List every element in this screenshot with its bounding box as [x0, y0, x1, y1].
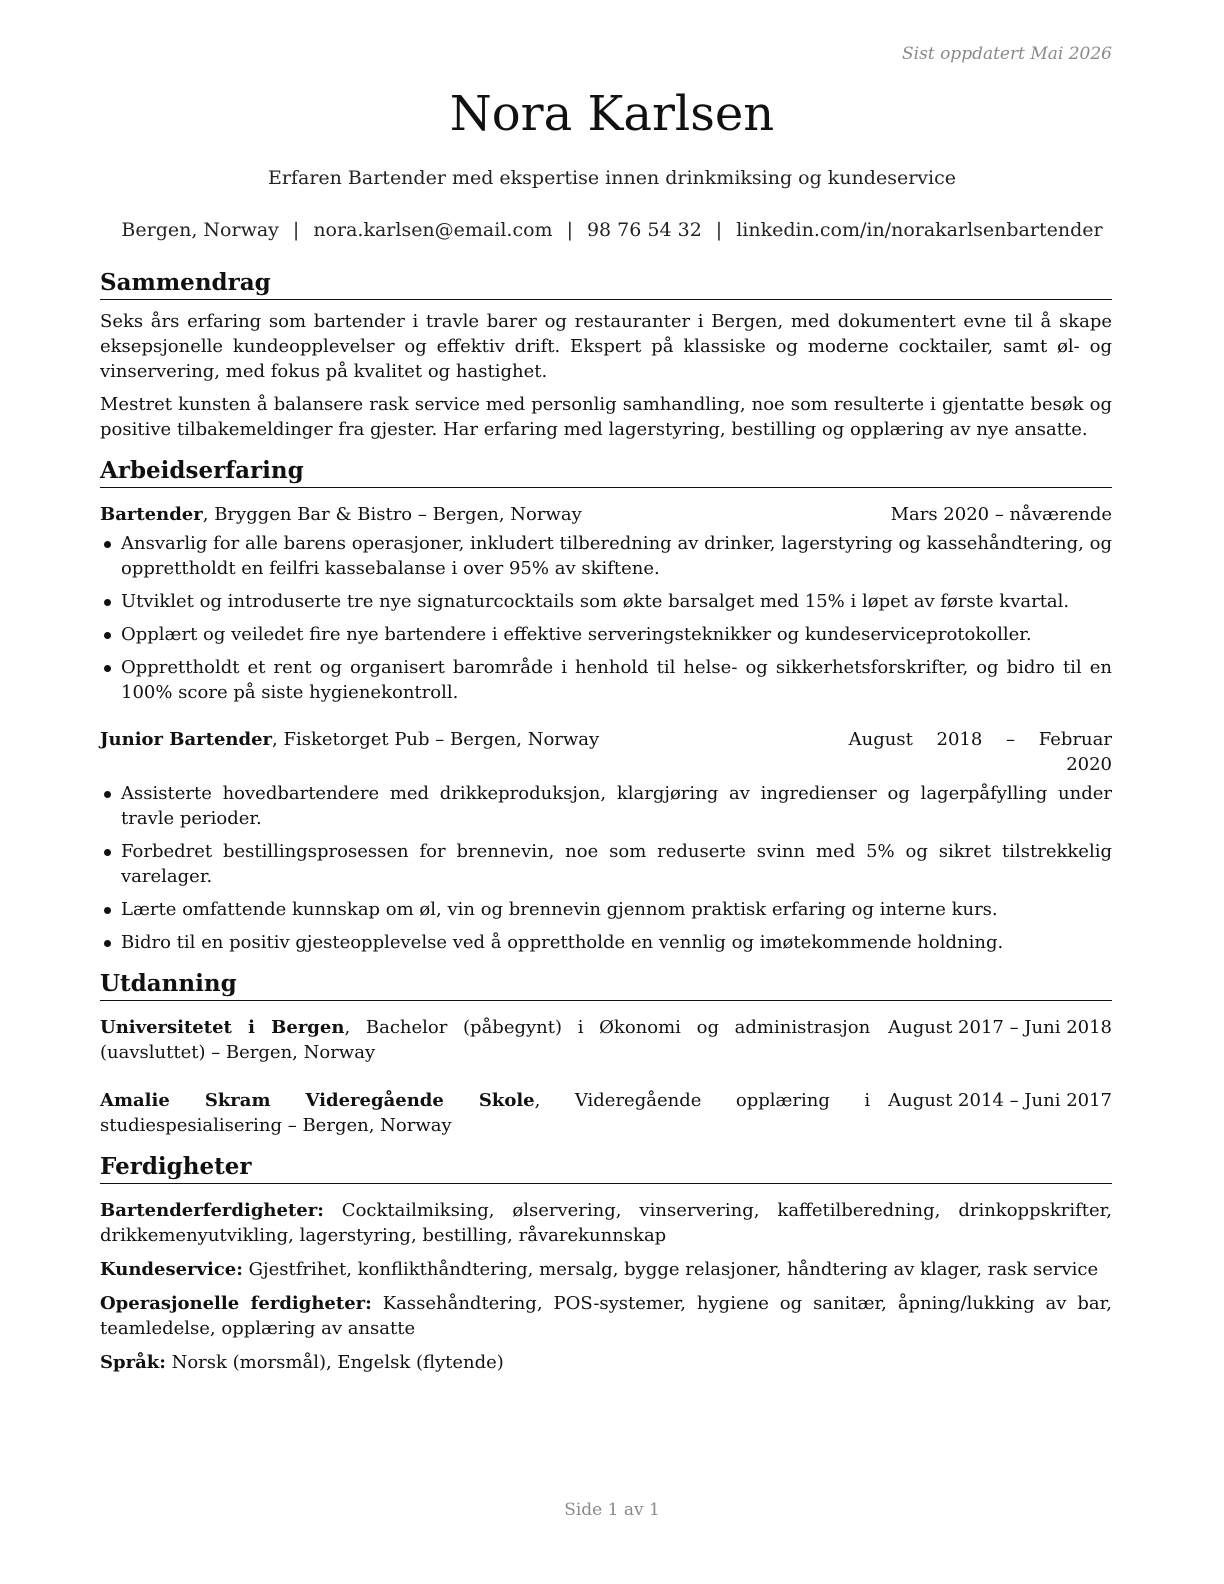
job-title-line	[100, 502, 891, 527]
contact-linkedin[interactable]: linkedin.com/in/norakarlsenbartender	[736, 219, 1103, 241]
education-dates: August 2014 – Juni 2017	[888, 1090, 1112, 1111]
contact-separator: |	[292, 219, 300, 241]
skill-label: Bartenderferdigheter:	[100, 1200, 324, 1221]
bullet-text: Assisterte hovedbartendere med drikkeproduksjon, klargjøring av ingredienser og lagerpåfylling under travle perioder.	[121, 783, 1112, 829]
education-school: Universitetet i Bergen	[100, 1017, 345, 1038]
education-title: Utdanning	[100, 969, 1112, 1001]
candidate-name: Nora Karlsen	[449, 86, 775, 142]
last-updated: Sist oppdatert Mai 2026	[902, 44, 1112, 64]
education-text	[100, 1015, 870, 1065]
bullet-dot	[104, 791, 111, 798]
summary-paragraph: Mestret kunsten å balansere rask service med personlig samhandling, noe som resulterte i gjentatte besøk og positive tilbakemeldinger fra gjester. Har erfaring med lagerstyring, bestilling og opplæring av nye ansatte.	[100, 394, 1112, 440]
job-role: Junior Bartender	[100, 729, 273, 750]
job-header	[100, 727, 1112, 777]
contact-separator: |	[715, 219, 723, 241]
contact-line	[0, 219, 1224, 241]
contact-phone: 98 76 54 32	[586, 219, 702, 241]
contact-email[interactable]: nora.karlsen@email.com	[313, 219, 553, 241]
education-item	[100, 1088, 1112, 1138]
summary-paragraph: Seks års erfaring som bartender i travle barer og restauranter i Bergen, med dokumentert evne til å skape eksepsjonelle kundeopplevelser og effektiv drift. Ekspert på klassiske og moderne cocktailer, samt øl- og vinservering, med fokus på kvalitet og hastighet.	[100, 311, 1112, 382]
job-bullet	[100, 531, 1112, 581]
bullet-text: Forbedret bestillingsprosessen for brennevin, noe som reduserte svinn med 5% og sikret tilstrekkelig varelager.	[121, 841, 1112, 887]
education-detail: , Bachelor (påbegynt) i Økonomi og administrasjon (uavsluttet) – Bergen, Norway	[100, 1017, 871, 1063]
skills-title: Ferdigheter	[100, 1152, 1112, 1184]
education-text	[100, 1088, 870, 1138]
skill-text: Gjestfrihet, konflikthåndtering, mersalg, bygge relasjoner, håndtering av klager, rask service	[242, 1259, 1099, 1280]
skill-row	[100, 1350, 1112, 1375]
education-school: Amalie Skram Videregående Skole	[100, 1090, 535, 1111]
job-dates: Mars 2020 – nåværende	[890, 504, 1112, 525]
skill-row	[100, 1198, 1112, 1248]
bullet-dot	[104, 940, 111, 947]
bullet-dot	[104, 849, 111, 856]
education-dates: August 2017 – Juni 2018	[888, 1017, 1112, 1038]
resume-body	[100, 268, 1112, 1375]
education-item	[100, 1015, 1112, 1065]
page-number: Side 1 av 1	[564, 1500, 660, 1520]
skill-text: Norsk (morsmål), Engelsk (flytende)	[165, 1352, 504, 1373]
bullet-text: Utviklet og introduserte tre nye signaturcocktails som økte barsalget med 15% i løpet av første kvartal.	[121, 591, 1070, 612]
job-bullet	[100, 897, 1112, 922]
bullet-dot	[104, 541, 111, 548]
bullet-dot	[104, 665, 111, 672]
skill-row	[100, 1257, 1112, 1282]
skill-label: Operasjonelle ferdigheter:	[100, 1293, 372, 1314]
education-section	[100, 969, 1112, 1138]
job-role: Bartender	[100, 504, 203, 525]
contact-separator: |	[566, 219, 573, 241]
bullet-text: Opprettholdt et rent og organisert barområde i henhold til helse- og sikkerhetsforskrifter, og bidro til en 100% score på siste hygienekontroll.	[121, 657, 1112, 703]
skill-text: Cocktailmiksing, ølservering, vinservering, kaffetilberedning, drinkoppskrifter, drikkemenyutvikling, lagerstyring, bestilling, råvarekunnskap	[100, 1200, 1112, 1246]
job-dates	[849, 727, 1112, 777]
job-dates-line: August 2018 – Februar	[848, 729, 1112, 750]
bullet-dot	[104, 599, 111, 606]
education-detail: , Videregående opplæring i studiespesialisering – Bergen, Norway	[100, 1090, 871, 1136]
job-bullet	[100, 655, 1112, 705]
experience-section	[100, 456, 1112, 955]
bullet-dot	[104, 907, 111, 914]
job-place: , Bryggen Bar & Bistro – Bergen, Norway	[202, 504, 582, 525]
job-place: , Fisketorget Pub – Bergen, Norway	[272, 729, 600, 750]
tagline: Erfaren Bartender med ekspertise innen drinkmiksing og kundeservice	[268, 167, 956, 189]
bullet-text: Bidro til en positiv gjesteopplevelse ved å opprettholde en vennlig og imøtekommende holdning.	[121, 932, 1004, 953]
bullet-text: Ansvarlig for alle barens operasjoner, inkludert tilberedning av drinker, lagerstyring og kassehåndtering, og opprettholdt en feilfri kassebalanse i over 95% av skiftene.	[121, 533, 1112, 579]
summary-title: Sammendrag	[100, 268, 1112, 300]
job-bullet	[100, 930, 1112, 955]
summary-section	[100, 268, 1112, 442]
job-bullets	[100, 531, 1112, 705]
skill-label: Kundeservice:	[100, 1259, 243, 1280]
bullet-text: Lærte omfattende kunnskap om øl, vin og brennevin gjennom praktisk erfaring og interne kurs.	[121, 899, 998, 920]
job-bullet	[100, 622, 1112, 647]
job-bullet	[100, 589, 1112, 614]
skill-label: Språk:	[100, 1352, 166, 1373]
bullet-dot	[104, 632, 111, 639]
job-dates-line: 2020	[1066, 754, 1112, 775]
skills-section	[100, 1152, 1112, 1375]
job-bullets	[100, 781, 1112, 955]
bullet-text: Opplært og veiledet fire nye bartendere i effektive serveringsteknikker og kundeserviceprotokoller.	[121, 624, 1032, 645]
job-bullet	[100, 839, 1112, 889]
skill-text: Kassehåndtering, POS-systemer, hygiene og sanitær, åpning/lukking av bar, teamledelse, opplæring av ansatte	[100, 1293, 1112, 1339]
skill-row	[100, 1291, 1112, 1341]
job-header	[100, 502, 1112, 527]
experience-title: Arbeidserfaring	[100, 456, 1112, 488]
contact-location: Bergen, Norway	[121, 219, 279, 241]
job-title-line	[100, 727, 849, 777]
job-bullet	[100, 781, 1112, 831]
